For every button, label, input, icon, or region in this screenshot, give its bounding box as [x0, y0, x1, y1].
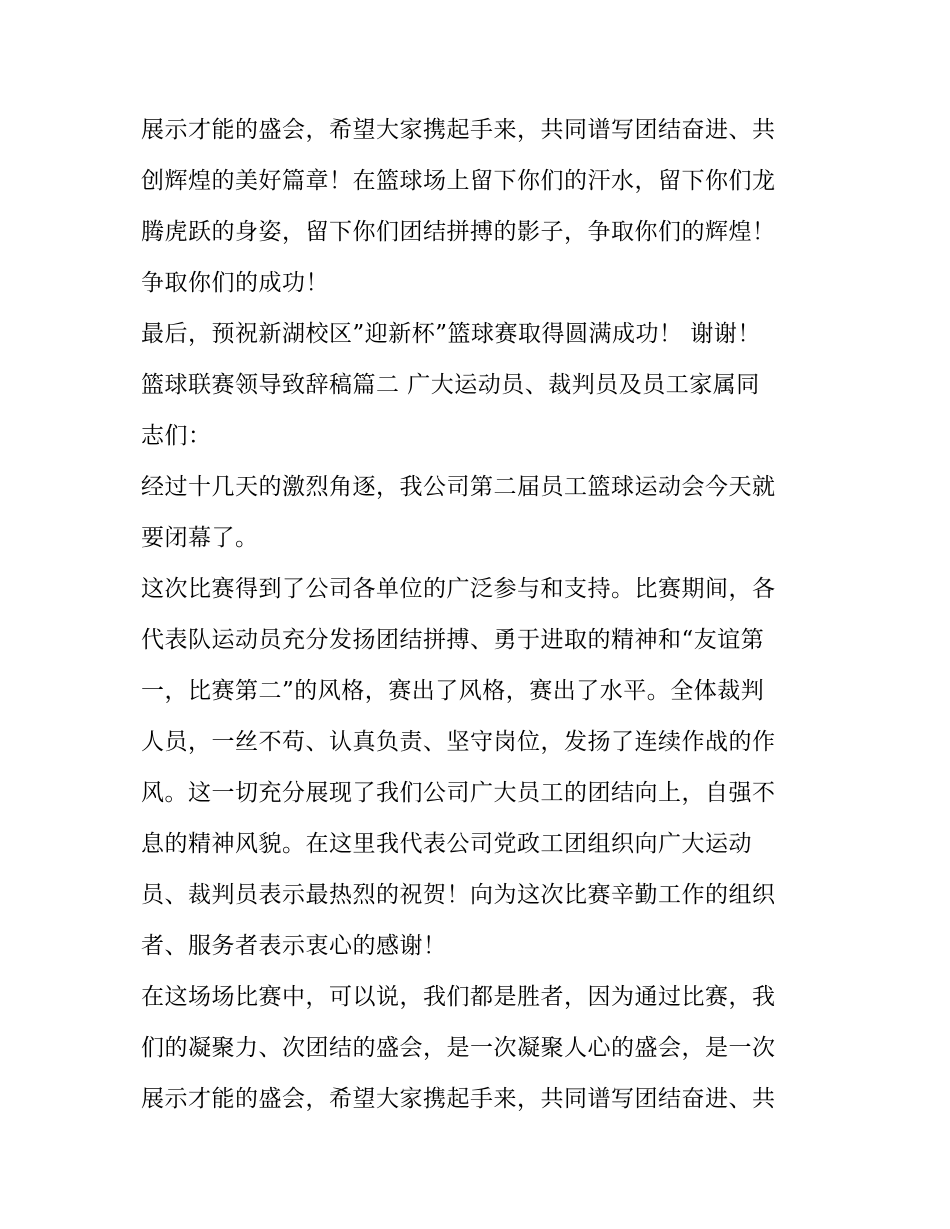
text-line: 志们： [141, 423, 212, 449]
text-line: 一，比赛第二”的风格，赛出了风格，赛出了水平。全体裁判 [141, 678, 765, 704]
text-line: 展示才能的盛会，希望大家携起手来，共同谱写团结奋进、共 [141, 1086, 776, 1112]
text-line: 者、服务者表示衷心的感谢！ [141, 933, 447, 959]
text-line: 代表队运动员充分发扬团结拼搏、勇于进取的精神和“友谊第 [141, 627, 765, 653]
text-line: 经过十几天的激烈角逐，我公司第二届员工篮球运动会今天就 [141, 474, 776, 500]
text-line: 展示才能的盛会，希望大家携起手来，共同谱写团结奋进、共 [141, 117, 776, 143]
text-line: 要闭幕了。 [141, 525, 259, 551]
text-line: 创辉煌的美好篇章！在篮球场上留下你们的汗水，留下你们龙 [141, 168, 776, 194]
text-line: 篮球联赛领导致辞稿篇二 广大运动员、裁判员及员工家属同 [141, 372, 760, 398]
text-line: 息的精神风貌。在这里我代表公司党政工团组织向广大运动 [141, 831, 752, 857]
text-line: 们的凝聚力、次团结的盛会，是一次凝聚人心的盛会，是一次 [141, 1035, 776, 1061]
text-line: 这次比赛得到了公司各单位的广泛参与和支持。比赛期间，各 [141, 576, 776, 602]
text-line: 风。这一切充分展现了我们公司广大员工的团结向上，自强不 [141, 780, 776, 806]
text-line: 争取你们的成功！ [141, 270, 329, 296]
text-line: 人员，一丝不苟、认真负责、坚守岗位，发扬了连续作战的作 [141, 729, 776, 755]
text-line: 在这场场比赛中，可以说，我们都是胜者，因为通过比赛，我 [141, 984, 776, 1010]
text-line: 腾虎跃的身姿，留下你们团结拼搏的影子，争取你们的辉煌！ [141, 219, 776, 245]
text-line: 最后，预祝新湖校区”迎新杯”篮球赛取得圆满成功！ 谢谢！ [141, 321, 761, 347]
text-line: 员、裁判员表示最热烈的祝贺！向为这次比赛辛勤工作的组织 [141, 882, 776, 908]
